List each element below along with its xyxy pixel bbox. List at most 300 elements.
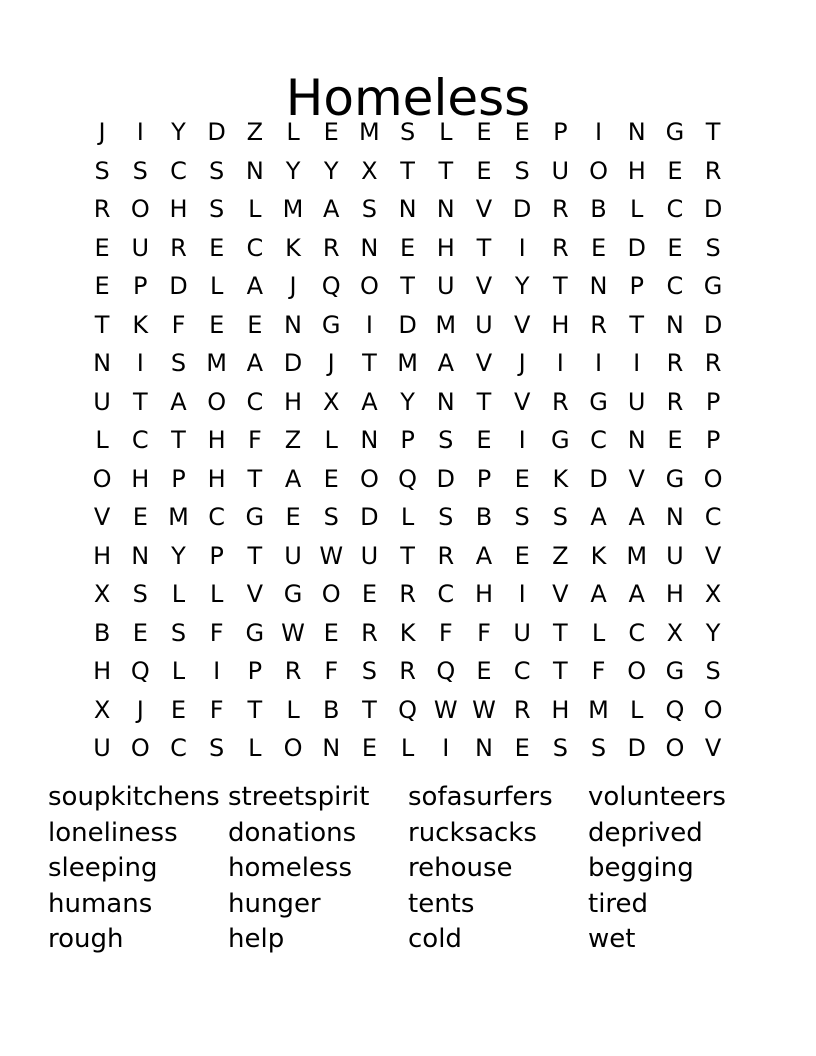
grid-cell[interactable]: M bbox=[435, 310, 457, 339]
grid-cell[interactable]: C bbox=[246, 387, 264, 416]
grid-cell[interactable]: P bbox=[553, 118, 568, 147]
grid-cell[interactable]: C bbox=[437, 580, 455, 609]
grid-cell[interactable]: V bbox=[628, 464, 645, 493]
grid-cell[interactable]: U bbox=[513, 618, 531, 647]
grid-cell[interactable]: O bbox=[207, 387, 227, 416]
grid-cell[interactable]: Z bbox=[552, 541, 569, 570]
grid-cell[interactable]: X bbox=[704, 580, 722, 609]
grid-cell[interactable]: E bbox=[323, 618, 339, 647]
grid-cell[interactable]: K bbox=[399, 618, 416, 647]
grid-cell[interactable]: P bbox=[629, 272, 644, 301]
grid-cell[interactable]: S bbox=[170, 349, 187, 378]
grid-cell[interactable]: J bbox=[327, 349, 335, 378]
grid-cell[interactable]: R bbox=[704, 349, 722, 378]
grid-cell[interactable]: V bbox=[93, 503, 111, 532]
grid-cell[interactable]: I bbox=[213, 657, 221, 686]
grid-cell[interactable]: E bbox=[209, 233, 225, 262]
grid-cell[interactable]: P bbox=[705, 426, 721, 455]
grid-cell[interactable]: U bbox=[284, 541, 302, 570]
grid-cell[interactable]: M bbox=[588, 695, 609, 724]
grid-cell[interactable]: S bbox=[705, 657, 721, 686]
grid-cell[interactable]: S bbox=[209, 156, 225, 185]
grid-cell[interactable]: R bbox=[590, 310, 607, 339]
grid-cell[interactable]: S bbox=[94, 156, 110, 185]
grid-cell[interactable]: T bbox=[476, 387, 492, 416]
grid-cell[interactable]: W bbox=[319, 541, 344, 570]
grid-cell[interactable]: S bbox=[132, 156, 148, 185]
grid-cell[interactable]: E bbox=[667, 426, 683, 455]
grid-cell[interactable]: I bbox=[518, 426, 526, 455]
grid-cell[interactable]: T bbox=[171, 426, 186, 455]
grid-cell[interactable]: L bbox=[400, 734, 415, 763]
letter-grid bbox=[83, 113, 733, 768]
grid-cell[interactable]: N bbox=[627, 426, 646, 455]
grid-cell[interactable]: X bbox=[666, 618, 684, 647]
grid-cell[interactable]: A bbox=[246, 349, 264, 378]
grid-cell[interactable]: S bbox=[361, 195, 378, 224]
grid-cell[interactable]: E bbox=[667, 233, 683, 262]
grid-cell[interactable]: R bbox=[399, 580, 416, 609]
grid-cell[interactable]: O bbox=[283, 734, 303, 763]
grid-cell[interactable]: N bbox=[627, 118, 646, 147]
grid-cell[interactable]: A bbox=[475, 541, 493, 570]
grid-cell[interactable]: H bbox=[131, 464, 150, 493]
grid-cell[interactable]: T bbox=[362, 695, 377, 724]
grid-cell[interactable]: O bbox=[665, 734, 685, 763]
grid-cell[interactable]: A bbox=[361, 387, 378, 416]
grid-cell[interactable]: C bbox=[513, 657, 531, 686]
grid-cell[interactable]: U bbox=[436, 272, 455, 301]
grid-cell[interactable]: M bbox=[206, 349, 228, 378]
grid-cell[interactable]: T bbox=[629, 310, 645, 339]
grid-cell[interactable]: S bbox=[361, 657, 378, 686]
grid-cell[interactable]: X bbox=[93, 580, 111, 609]
grid-cell[interactable]: F bbox=[209, 618, 224, 647]
grid-cell[interactable]: E bbox=[323, 464, 339, 493]
grid-cell[interactable]: H bbox=[284, 387, 303, 416]
grid-cell[interactable]: A bbox=[323, 195, 340, 224]
grid-cell[interactable]: U bbox=[475, 310, 493, 339]
grid-cell[interactable]: K bbox=[552, 464, 569, 493]
grid-cell[interactable]: W bbox=[433, 695, 458, 724]
grid-cell[interactable]: P bbox=[171, 464, 186, 493]
grid-cell[interactable]: R bbox=[513, 695, 531, 724]
grid-cell[interactable]: T bbox=[94, 310, 110, 339]
grid-cell[interactable]: R bbox=[552, 195, 569, 224]
grid-cell[interactable]: V bbox=[513, 387, 531, 416]
grid-cell[interactable]: P bbox=[247, 657, 263, 686]
grid-cell[interactable]: U bbox=[666, 541, 684, 570]
grid-cell[interactable]: E bbox=[476, 156, 492, 185]
grid-cell[interactable]: F bbox=[324, 657, 339, 686]
grid-cell[interactable]: V bbox=[475, 272, 493, 301]
grid-cell[interactable]: F bbox=[247, 426, 262, 455]
grid-cell[interactable]: H bbox=[436, 233, 455, 262]
grid-cell[interactable]: N bbox=[474, 734, 493, 763]
grid-cell[interactable]: T bbox=[247, 541, 263, 570]
grid-cell[interactable]: N bbox=[93, 349, 112, 378]
grid-cell[interactable]: N bbox=[360, 426, 379, 455]
grid-cell[interactable]: G bbox=[245, 503, 265, 532]
grid-cell[interactable]: O bbox=[130, 195, 150, 224]
grid-cell[interactable]: O bbox=[359, 464, 379, 493]
grid-cell[interactable]: V bbox=[475, 349, 493, 378]
grid-cell[interactable]: O bbox=[703, 695, 723, 724]
word-list-item: rough bbox=[48, 924, 124, 954]
grid-cell[interactable]: R bbox=[666, 387, 684, 416]
word-list-item: rehouse bbox=[408, 853, 513, 883]
grid-cell[interactable]: P bbox=[705, 387, 721, 416]
grid-cell[interactable]: A bbox=[437, 349, 454, 378]
grid-cell[interactable]: G bbox=[665, 657, 685, 686]
grid-cell[interactable]: R bbox=[552, 233, 569, 262]
grid-cell[interactable]: D bbox=[627, 233, 646, 262]
grid-cell[interactable]: C bbox=[666, 195, 684, 224]
grid-cell[interactable]: U bbox=[93, 734, 111, 763]
grid-cell[interactable]: R bbox=[322, 233, 340, 262]
grid-cell[interactable]: F bbox=[209, 695, 224, 724]
grid-cell[interactable]: S bbox=[209, 195, 225, 224]
grid-cell[interactable]: N bbox=[665, 310, 684, 339]
grid-cell[interactable]: N bbox=[398, 195, 417, 224]
grid-cell[interactable]: G bbox=[321, 310, 341, 339]
grid-cell[interactable]: Q bbox=[398, 695, 418, 724]
grid-cell[interactable]: P bbox=[133, 272, 148, 301]
grid-cell[interactable]: F bbox=[171, 310, 186, 339]
grid-cell[interactable]: Y bbox=[514, 272, 530, 301]
grid-cell[interactable]: O bbox=[589, 156, 608, 185]
grid-cell[interactable]: R bbox=[361, 618, 378, 647]
grid-cell[interactable]: C bbox=[208, 503, 226, 532]
grid-cell[interactable]: I bbox=[594, 349, 603, 378]
grid-cell[interactable]: T bbox=[476, 233, 492, 262]
grid-cell[interactable]: L bbox=[439, 118, 453, 147]
grid-cell[interactable]: N bbox=[284, 310, 302, 339]
grid-cell[interactable]: C bbox=[628, 618, 646, 647]
grid-cell[interactable]: R bbox=[170, 233, 187, 262]
grid-cell[interactable]: M bbox=[397, 349, 418, 378]
grid-cell[interactable]: T bbox=[705, 118, 721, 147]
grid-cell[interactable]: S bbox=[438, 426, 454, 455]
grid-cell[interactable]: E bbox=[476, 657, 492, 686]
grid-cell[interactable]: F bbox=[477, 618, 491, 647]
grid-cell[interactable]: V bbox=[513, 310, 531, 339]
grid-cell[interactable]: S bbox=[170, 618, 187, 647]
grid-cell[interactable]: N bbox=[322, 734, 341, 763]
grid-cell[interactable]: D bbox=[398, 310, 417, 339]
grid-cell[interactable]: E bbox=[285, 503, 301, 532]
grid-cell[interactable]: A bbox=[590, 503, 607, 532]
grid-cell[interactable]: N bbox=[589, 272, 608, 301]
grid-row bbox=[83, 652, 733, 691]
grid-cell[interactable]: E bbox=[667, 156, 683, 185]
grid-cell[interactable]: O bbox=[359, 272, 379, 301]
grid-cell[interactable]: O bbox=[321, 580, 341, 609]
grid-cell[interactable]: O bbox=[627, 657, 647, 686]
grid-cell[interactable]: L bbox=[286, 118, 300, 147]
grid-cell[interactable]: H bbox=[93, 541, 112, 570]
grid-cell[interactable]: H bbox=[207, 464, 226, 493]
grid-cell[interactable]: U bbox=[131, 233, 150, 262]
grid-cell[interactable]: B bbox=[590, 195, 607, 224]
grid-cell[interactable]: T bbox=[132, 387, 148, 416]
grid-cell[interactable]: L bbox=[400, 503, 415, 532]
grid-cell[interactable]: U bbox=[551, 156, 570, 185]
grid-cell[interactable]: S bbox=[552, 734, 568, 763]
grid-cell[interactable]: I bbox=[442, 734, 450, 763]
grid-cell[interactable]: I bbox=[136, 349, 144, 378]
grid-cell[interactable]: E bbox=[94, 272, 110, 301]
grid-cell[interactable]: N bbox=[436, 195, 455, 224]
word-list-item: streetspirit bbox=[228, 782, 370, 812]
grid-cell[interactable]: G bbox=[703, 272, 723, 301]
grid-cell[interactable]: C bbox=[170, 156, 187, 185]
grid-cell[interactable]: Y bbox=[400, 387, 415, 416]
grid-cell[interactable]: T bbox=[247, 695, 263, 724]
grid-cell[interactable]: C bbox=[704, 503, 722, 532]
grid-cell[interactable]: U bbox=[360, 541, 379, 570]
grid-cell[interactable]: R bbox=[437, 541, 455, 570]
grid-cell[interactable]: T bbox=[553, 657, 568, 686]
grid-cell[interactable]: T bbox=[400, 156, 415, 185]
grid-cell[interactable]: L bbox=[248, 195, 262, 224]
grid-cell[interactable]: T bbox=[400, 541, 415, 570]
grid-row bbox=[83, 229, 733, 268]
grid-cell[interactable]: H bbox=[665, 580, 684, 609]
grid-cell[interactable]: M bbox=[168, 503, 189, 532]
grid-cell[interactable]: R bbox=[399, 657, 416, 686]
grid-cell[interactable]: C bbox=[666, 272, 684, 301]
grid-cell[interactable]: E bbox=[361, 734, 377, 763]
grid-cell[interactable]: B bbox=[475, 503, 493, 532]
grid-cell[interactable]: Z bbox=[246, 118, 264, 147]
grid-cell[interactable]: E bbox=[514, 541, 530, 570]
grid-row bbox=[83, 421, 733, 460]
grid-cell[interactable]: V bbox=[246, 580, 264, 609]
grid-cell[interactable]: R bbox=[93, 195, 111, 224]
grid-cell[interactable]: A bbox=[284, 464, 302, 493]
grid-row bbox=[83, 614, 733, 653]
grid-cell[interactable]: B bbox=[322, 695, 340, 724]
grid-cell[interactable]: L bbox=[209, 272, 224, 301]
grid-cell[interactable]: S bbox=[514, 156, 530, 185]
grid-cell[interactable]: S bbox=[209, 734, 225, 763]
grid-cell[interactable]: E bbox=[514, 118, 530, 147]
grid-cell[interactable]: D bbox=[589, 464, 608, 493]
grid-cell[interactable]: D bbox=[703, 195, 723, 224]
grid-cell[interactable]: L bbox=[591, 618, 606, 647]
grid-cell[interactable]: Y bbox=[323, 156, 339, 185]
grid-cell[interactable]: O bbox=[92, 464, 112, 493]
grid-cell[interactable]: H bbox=[169, 195, 188, 224]
grid-cell[interactable]: R bbox=[284, 657, 302, 686]
grid-cell[interactable]: G bbox=[283, 580, 303, 609]
grid-cell[interactable]: L bbox=[95, 426, 109, 455]
grid-cell[interactable]: N bbox=[360, 233, 379, 262]
grid-cell[interactable]: Q bbox=[665, 695, 685, 724]
grid-row bbox=[83, 729, 733, 768]
grid-cell[interactable]: L bbox=[630, 695, 644, 724]
grid-cell[interactable]: W bbox=[281, 618, 305, 647]
grid-cell[interactable]: S bbox=[323, 503, 339, 532]
grid-cell[interactable]: L bbox=[209, 580, 224, 609]
grid-cell[interactable]: K bbox=[132, 310, 149, 339]
grid-cell[interactable]: E bbox=[476, 118, 492, 147]
grid-cell[interactable]: D bbox=[436, 464, 456, 493]
grid-row bbox=[83, 113, 733, 152]
grid-cell[interactable]: D bbox=[207, 118, 226, 147]
grid-cell[interactable]: A bbox=[590, 580, 607, 609]
grid-cell[interactable]: F bbox=[438, 618, 453, 647]
grid-cell[interactable]: S bbox=[552, 503, 568, 532]
grid-cell[interactable]: C bbox=[170, 734, 187, 763]
grid-cell[interactable]: I bbox=[633, 349, 641, 378]
grid-cell[interactable]: S bbox=[399, 118, 416, 147]
grid-cell[interactable]: E bbox=[209, 310, 225, 339]
grid-cell[interactable]: E bbox=[590, 233, 607, 262]
grid-cell[interactable]: Z bbox=[284, 426, 302, 455]
grid-cell[interactable]: T bbox=[553, 272, 568, 301]
grid-cell[interactable]: M bbox=[359, 118, 380, 147]
grid-cell[interactable]: H bbox=[207, 426, 226, 455]
grid-cell[interactable]: Y bbox=[705, 618, 721, 647]
grid-cell[interactable]: O bbox=[130, 734, 150, 763]
grid-cell[interactable]: J bbox=[518, 349, 526, 378]
grid-cell[interactable]: E bbox=[94, 233, 110, 262]
grid-cell[interactable]: D bbox=[703, 310, 723, 339]
grid-cell[interactable]: V bbox=[704, 734, 722, 763]
grid-cell[interactable]: D bbox=[169, 272, 188, 301]
grid-cell[interactable]: G bbox=[551, 426, 570, 455]
grid-cell[interactable]: S bbox=[438, 503, 454, 532]
grid-cell[interactable]: N bbox=[665, 503, 684, 532]
grid-cell[interactable]: P bbox=[476, 464, 492, 493]
grid-cell[interactable]: P bbox=[400, 426, 415, 455]
grid-cell[interactable]: I bbox=[518, 233, 526, 262]
grid-cell[interactable]: E bbox=[514, 464, 530, 493]
grid-cell[interactable]: H bbox=[627, 156, 646, 185]
grid-cell[interactable]: N bbox=[131, 541, 150, 570]
grid-cell[interactable]: N bbox=[436, 387, 455, 416]
grid-cell[interactable]: E bbox=[400, 233, 416, 262]
grid-cell[interactable]: K bbox=[590, 541, 607, 570]
grid-cell[interactable]: M bbox=[282, 195, 304, 224]
grid-cell[interactable]: J bbox=[136, 695, 144, 724]
grid-cell[interactable]: Q bbox=[130, 657, 150, 686]
grid-cell[interactable]: D bbox=[627, 734, 646, 763]
grid-cell[interactable]: V bbox=[704, 541, 722, 570]
grid-cell[interactable]: U bbox=[627, 387, 646, 416]
grid-cell[interactable]: E bbox=[323, 118, 339, 147]
grid-cell[interactable]: T bbox=[400, 272, 415, 301]
grid-cell[interactable]: E bbox=[361, 580, 377, 609]
grid-cell[interactable]: C bbox=[246, 233, 264, 262]
grid-cell[interactable]: A bbox=[628, 580, 645, 609]
grid-cell[interactable]: V bbox=[475, 195, 493, 224]
grid-cell[interactable]: D bbox=[512, 195, 532, 224]
grid-cell[interactable]: T bbox=[362, 349, 377, 378]
grid-cell[interactable]: N bbox=[245, 156, 264, 185]
grid-cell[interactable]: U bbox=[93, 387, 111, 416]
grid-cell[interactable]: I bbox=[556, 349, 564, 378]
grid-cell[interactable]: I bbox=[518, 580, 526, 609]
grid-cell[interactable]: E bbox=[132, 618, 148, 647]
grid-cell[interactable]: E bbox=[132, 503, 148, 532]
grid-cell[interactable]: Q bbox=[321, 272, 341, 301]
grid-cell[interactable]: Y bbox=[171, 541, 186, 570]
grid-cell[interactable]: K bbox=[285, 233, 301, 262]
grid-cell[interactable]: M bbox=[626, 541, 648, 570]
grid-cell[interactable]: J bbox=[98, 118, 106, 147]
grid-cell[interactable]: A bbox=[246, 272, 264, 301]
grid-cell[interactable]: I bbox=[365, 310, 373, 339]
grid-cell[interactable]: Y bbox=[171, 118, 186, 147]
grid-cell[interactable]: E bbox=[514, 734, 530, 763]
grid-cell[interactable]: H bbox=[93, 657, 112, 686]
grid-cell[interactable]: F bbox=[591, 657, 606, 686]
grid-cell[interactable]: X bbox=[322, 387, 340, 416]
grid-cell[interactable]: J bbox=[289, 272, 297, 301]
grid-cell[interactable]: W bbox=[472, 695, 496, 724]
grid-cell[interactable]: E bbox=[476, 426, 492, 455]
grid-cell[interactable]: D bbox=[283, 349, 303, 378]
grid-cell[interactable]: G bbox=[245, 618, 265, 647]
grid-cell[interactable]: C bbox=[590, 426, 607, 455]
grid-cell[interactable]: V bbox=[552, 580, 569, 609]
grid-cell[interactable]: L bbox=[630, 195, 644, 224]
grid-cell[interactable]: I bbox=[594, 118, 603, 147]
grid-cell[interactable]: O bbox=[703, 464, 723, 493]
grid-cell[interactable]: H bbox=[551, 695, 570, 724]
grid-cell[interactable]: R bbox=[552, 387, 569, 416]
grid-cell[interactable]: G bbox=[665, 464, 685, 493]
grid-cell[interactable]: T bbox=[553, 618, 568, 647]
grid-cell[interactable]: G bbox=[665, 118, 685, 147]
grid-cell[interactable]: X bbox=[93, 695, 111, 724]
grid-cell[interactable]: I bbox=[136, 118, 144, 147]
grid-cell[interactable]: Y bbox=[285, 156, 301, 185]
grid-cell[interactable]: E bbox=[170, 695, 187, 724]
grid-cell[interactable]: T bbox=[247, 464, 263, 493]
grid-cell[interactable]: H bbox=[474, 580, 493, 609]
grid-cell[interactable]: L bbox=[248, 734, 262, 763]
grid-cell[interactable]: P bbox=[209, 541, 224, 570]
grid-cell[interactable]: L bbox=[324, 426, 338, 455]
grid-cell[interactable]: T bbox=[438, 156, 454, 185]
grid-cell[interactable]: S bbox=[705, 233, 721, 262]
grid-cell[interactable]: S bbox=[132, 580, 148, 609]
grid-cell[interactable]: S bbox=[514, 503, 530, 532]
grid-cell[interactable]: S bbox=[590, 734, 607, 763]
grid-cell[interactable]: Q bbox=[398, 464, 418, 493]
grid-cell[interactable]: C bbox=[131, 426, 149, 455]
grid-cell[interactable]: L bbox=[171, 580, 186, 609]
grid-cell[interactable]: G bbox=[589, 387, 608, 416]
grid-cell[interactable]: X bbox=[361, 156, 378, 185]
grid-cell[interactable]: E bbox=[247, 310, 263, 339]
grid-cell[interactable]: R bbox=[666, 349, 684, 378]
grid-cell[interactable]: L bbox=[171, 657, 186, 686]
grid-cell[interactable]: A bbox=[628, 503, 645, 532]
grid-cell[interactable]: H bbox=[551, 310, 570, 339]
grid-cell[interactable]: D bbox=[360, 503, 379, 532]
grid-cell[interactable]: B bbox=[93, 618, 111, 647]
grid-cell[interactable]: Q bbox=[436, 657, 456, 686]
grid-cell[interactable]: A bbox=[170, 387, 187, 416]
grid-cell[interactable]: L bbox=[286, 695, 300, 724]
word-list-item: sofasurfers bbox=[408, 782, 553, 812]
grid-cell[interactable]: R bbox=[704, 156, 722, 185]
